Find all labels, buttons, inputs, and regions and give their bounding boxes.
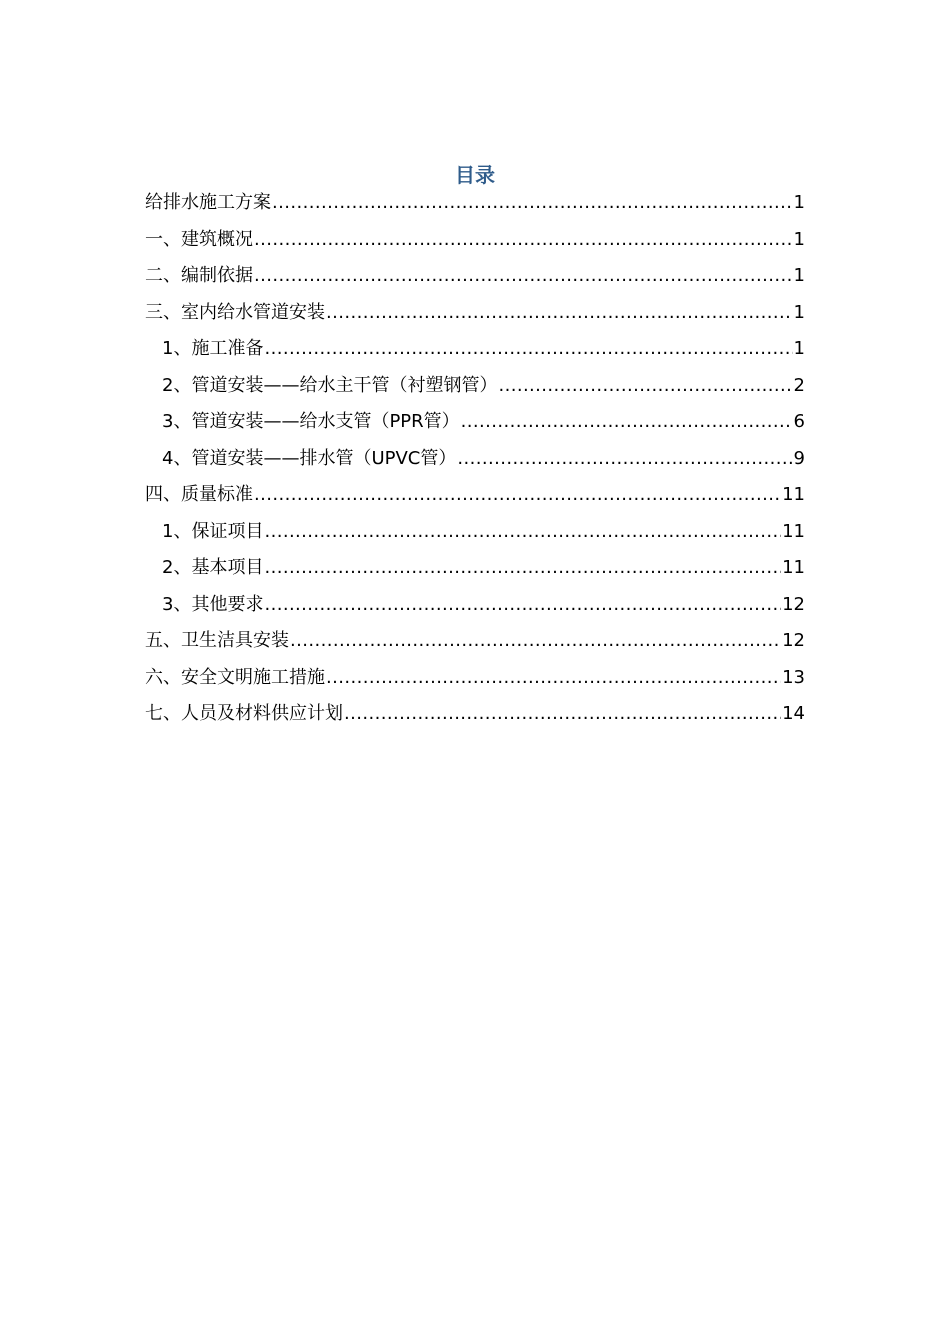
toc-dot-leader (326, 295, 793, 332)
toc-entry-label: 二、编制依据 (145, 265, 253, 286)
toc-entry-label: 一、建筑概况 (145, 228, 253, 250)
toc-dot-leader (498, 368, 792, 405)
toc-entry-page: 6 (793, 411, 805, 432)
toc-entry-page: 11 (782, 520, 805, 542)
toc-dot-leader (254, 477, 781, 514)
toc-entry-page: 1 (793, 265, 805, 286)
toc-entry[interactable] (145, 404, 805, 441)
toc-entry[interactable] (145, 696, 805, 733)
toc-entry-label: 4、管道安装——排水管（UPVC管） (162, 447, 457, 469)
toc-dot-leader (264, 550, 781, 587)
toc-entry-label: 给排水施工方案 (145, 192, 271, 213)
toc-entry-page: 9 (793, 447, 805, 469)
toc-entry-page: 1 (793, 301, 805, 323)
toc-entry-page: 12 (782, 593, 805, 615)
toc-dot-leader (264, 331, 792, 368)
toc-entry-page: 1 (793, 228, 805, 250)
toc-entry-label: 四、质量标准 (145, 484, 253, 505)
toc-entry-label: 2、基本项目 (162, 557, 264, 578)
toc-entry-label: 1、施工准备 (162, 338, 264, 359)
toc-entry-label: 1、保证项目 (162, 520, 264, 542)
toc-entry-page: 11 (782, 557, 805, 578)
toc-dot-leader (264, 587, 781, 624)
toc-entry-page: 1 (793, 338, 805, 359)
toc-entry[interactable] (145, 331, 805, 368)
toc-dot-leader (254, 222, 793, 259)
toc-entry[interactable] (145, 550, 805, 587)
toc-entry-label: 七、人员及材料供应计划 (145, 703, 343, 724)
toc-entry[interactable] (145, 514, 805, 551)
toc-entry-label: 六、安全文明施工措施 (145, 666, 325, 688)
toc-entry-label: 3、其他要求 (162, 593, 264, 615)
toc-entry-page: 11 (782, 484, 805, 505)
toc-entry[interactable] (145, 222, 805, 259)
toc-title: 目录 (455, 163, 495, 187)
toc-entry[interactable] (145, 185, 805, 222)
toc-dot-leader (326, 660, 781, 697)
toc-entry[interactable] (145, 258, 805, 295)
toc-entry[interactable] (145, 295, 805, 332)
toc-entry-page: 12 (782, 630, 805, 651)
toc-dot-leader (264, 514, 781, 551)
toc-dot-leader (457, 441, 792, 478)
toc-entry[interactable] (145, 441, 805, 478)
toc-entry-label: 三、室内给水管道安装 (145, 301, 325, 323)
toc-entry-page: 1 (793, 192, 805, 213)
toc-dot-leader (290, 623, 781, 660)
toc-entry[interactable] (145, 477, 805, 514)
toc-entry[interactable] (145, 623, 805, 660)
toc-entry[interactable] (145, 660, 805, 697)
toc-entry-page: 13 (782, 666, 805, 688)
toc-dot-leader (344, 696, 781, 733)
toc-entry-label: 3、管道安装——给水支管（PPR管） (162, 411, 460, 432)
toc-entry-page: 2 (793, 374, 805, 396)
table-of-contents (145, 185, 805, 733)
toc-entry[interactable] (145, 587, 805, 624)
toc-dot-leader (254, 258, 793, 295)
toc-dot-leader (272, 185, 793, 222)
toc-dot-leader (461, 404, 793, 441)
toc-entry[interactable] (145, 368, 805, 405)
toc-entry-label: 2、管道安装——给水主干管（衬塑钢管） (162, 374, 498, 396)
toc-entry-label: 五、卫生洁具安装 (145, 630, 289, 651)
toc-entry-page: 14 (782, 703, 805, 724)
